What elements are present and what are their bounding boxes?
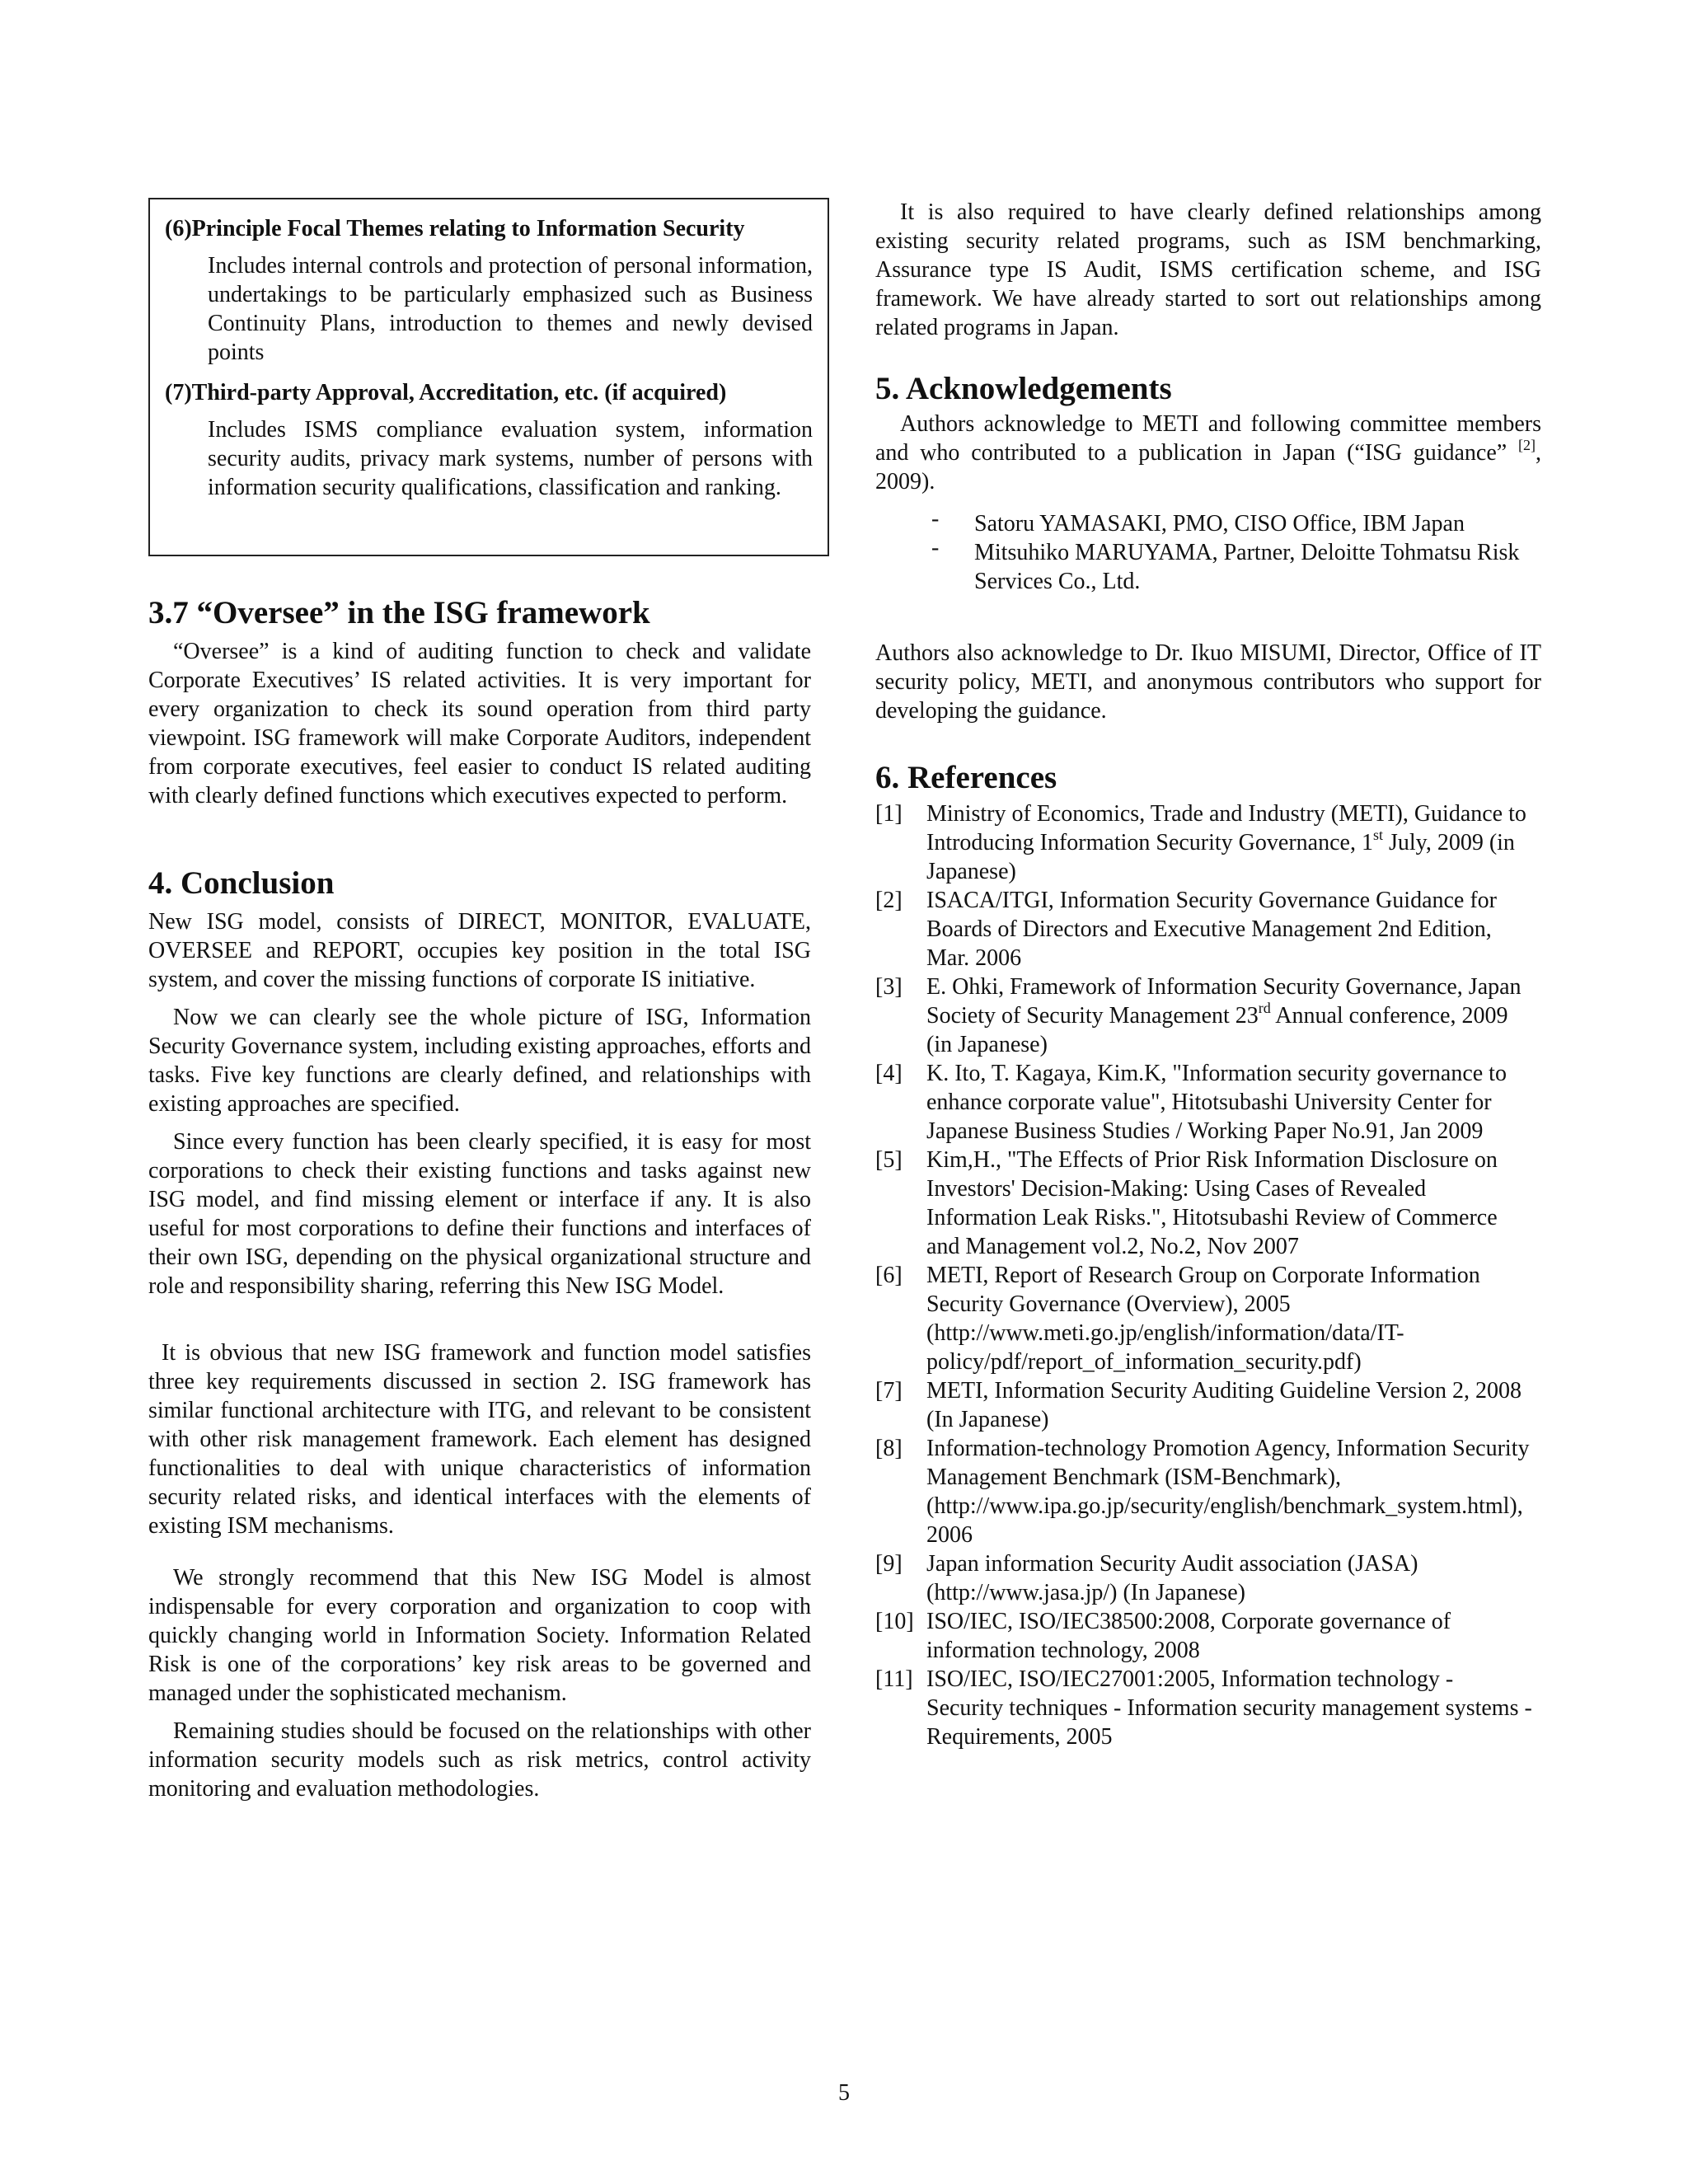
citation-sup: [2]: [1518, 436, 1536, 453]
reference-item: [9] Japan information Security Audit association (JASA)(http://www.jasa.jp/) (In Japanese): [875, 1551, 1418, 1605]
reference-item: [11] ISO/IEC, ISO/IEC27001:2005, Information technology - Security techniques - Information security management systems - Requirements, 2005: [875, 1666, 1532, 1750]
acknowledgements-heading: 5. Acknowledgements: [875, 371, 1172, 406]
reference-item: [5] Kim,H., "The Effects of Prior Risk Information Disclosure on Investors' Decision-Making: Using Cases of Revealed Information Leak Risks.", Hitotsubashi Review of Commerce and Management vol.2, No.2, Nov 2007: [875, 1147, 1498, 1259]
box-item-7-body: Includes ISMS compliance evaluation system, information security audits, privacy mark systems, number of persons with information security qualifications, classification and ranking.: [208, 417, 813, 500]
focal-themes-box: [148, 198, 829, 556]
section-3-7-paragraph: “Oversee” is a kind of auditing function to check and validate Corporate Executives’ IS related activities. It is very important for every organization to check its sound operation from third party viewpoint. ISG framework will make Corporate Auditors, independent from corporate executives, feel easier to conduct IS related auditing with clearly defined functions which executives expected to perform.: [148, 639, 811, 808]
references-list: [875, 799, 1535, 1751]
relationships-paragraph: It is also required to have clearly defined relationships among existing security related programs, such as ISM benchmarking, Assurance type IS Audit, ISMS certification scheme, and ISG framework. We have already started to sort out relationships among related programs in Japan.: [875, 199, 1541, 340]
reference-item: [2] ISACA/ITGI, Information Security Governance Guidance for Boards of Directors and Executive Management 2nd Edition, Mar. 2006: [875, 888, 1498, 971]
reference-item: [1] Ministry of Economics, Trade and Industry (METI), Guidance to Introducing Information Security Governance, 1st July, 2009 (in Japanese): [875, 801, 1526, 884]
conclusion-paragraph-3: Since every function has been clearly specified, it is easy for most corporations to check their existing functions and tasks against new ISG model, and find missing element or interface if any. It is also useful for most corporations to define their functions and interfaces of their own ISG, depending on the physical organizational structure and role and responsibility sharing, referring this New ISG Model.: [148, 1129, 811, 1299]
reference-item: [8] Information-technology Promotion Agency, Information Security Management Benchmark (ISM-Benchmark), (http://www.ipa.go.jp/security/english/benchmark_system.html), 2006: [875, 1436, 1530, 1548]
conclusion-paragraph-1: New ISG model, consists of DIRECT, MONITOR, EVALUATE, OVERSEE and REPORT, occupies key position in the total ISG system, and cover the missing functions of corporate IS initiative.: [148, 909, 811, 992]
reference-item: [4] K. Ito, T. Kagaya, Kim.K, "Information security governance to enhance corporate value", Hitotsubashi University Center for Japanese Business Studies / Working Paper No.91, Jan 2009: [875, 1061, 1507, 1144]
page-number: 5: [838, 2080, 850, 2106]
box-item-7-title: (7)Third-party Approval, Accreditation, etc. (if acquired): [165, 380, 727, 405]
committee-member: - Satoru YAMASAKI, PMO, CISO Office, IBM Japan: [931, 506, 1465, 537]
conclusion-paragraph-2: Now we can clearly see the whole picture of ISG, Information Security Governance system, including existing approaches, efforts and tasks. Five key functions are clearly defined, and relationships with existing approaches are specified.: [148, 1005, 811, 1117]
conclusion-heading: 4. Conclusion: [148, 865, 335, 901]
reference-item: [6] METI, Report of Research Group on Corporate Information Security Governance (Overview), 2005 (http://www.meti.go.jp/english/information/data/IT-policy/pdf/report_of_information_security.pdf): [875, 1263, 1480, 1375]
acknowledgements-also: Authors also acknowledge to Dr. Ikuo MISUMI, Director, Office of IT security policy, METI, and anonymous contributors who support for developing the guidance.: [875, 640, 1541, 724]
section-3-7-heading: 3.7 “Oversee” in the ISG framework: [148, 595, 650, 630]
reference-item: [10] ISO/IEC, ISO/IEC38500:2008, Corporate governance of information technology, 2008: [875, 1609, 1451, 1663]
box-item-6-title: (6)Principle Focal Themes relating to Information Security: [165, 216, 745, 241]
reference-item: [7] METI, Information Security Auditing Guideline Version 2, 2008 (In Japanese): [875, 1378, 1522, 1432]
committee-members-list: [931, 506, 1541, 596]
reference-item: [3] E. Ohki, Framework of Information Security Governance, Japan Society of Security Management 23rd Annual conference, 2009 (in Japanese): [875, 974, 1522, 1057]
box-item-6-body: Includes internal controls and protection of personal information, undertakings to be particularly emphasized such as Business Continuity Plans, introduction to themes and newly devised points: [208, 253, 813, 365]
committee-member: - Mitsuhiko MARUYAMA, Partner, Deloitte Tohmatsu Risk Services Co., Ltd.: [931, 535, 1520, 594]
conclusion-paragraph-5: We strongly recommend that this New ISG Model is almost indispensable for every corporation and organization to coop with quickly changing world in Information Society. Information Related Risk is one of the corporations’ key risk areas to be governed and managed under the sophisticated mechanism.: [148, 1565, 811, 1706]
references-heading: 6. References: [875, 760, 1057, 795]
acknowledgements-intro: Authors acknowledge to METI and following committee members and who contributed to a publication in Japan (“ISG guidance” [2], 2009).: [875, 411, 1541, 494]
conclusion-paragraph-4: It is obvious that new ISG framework and function model satisfies three key requirements discussed in section 2. ISG framework has similar functional architecture with ITG, and relevant to be consistent with other risk management framework. Each element has designed functionalities to deal with unique characteristics of information security related risks, and identical interfaces with the elements of existing ISM mechanisms.: [148, 1340, 811, 1539]
conclusion-paragraph-6: Remaining studies should be focused on the relationships with other information security models such as risk metrics, control activity monitoring and evaluation methodologies.: [148, 1718, 811, 1802]
